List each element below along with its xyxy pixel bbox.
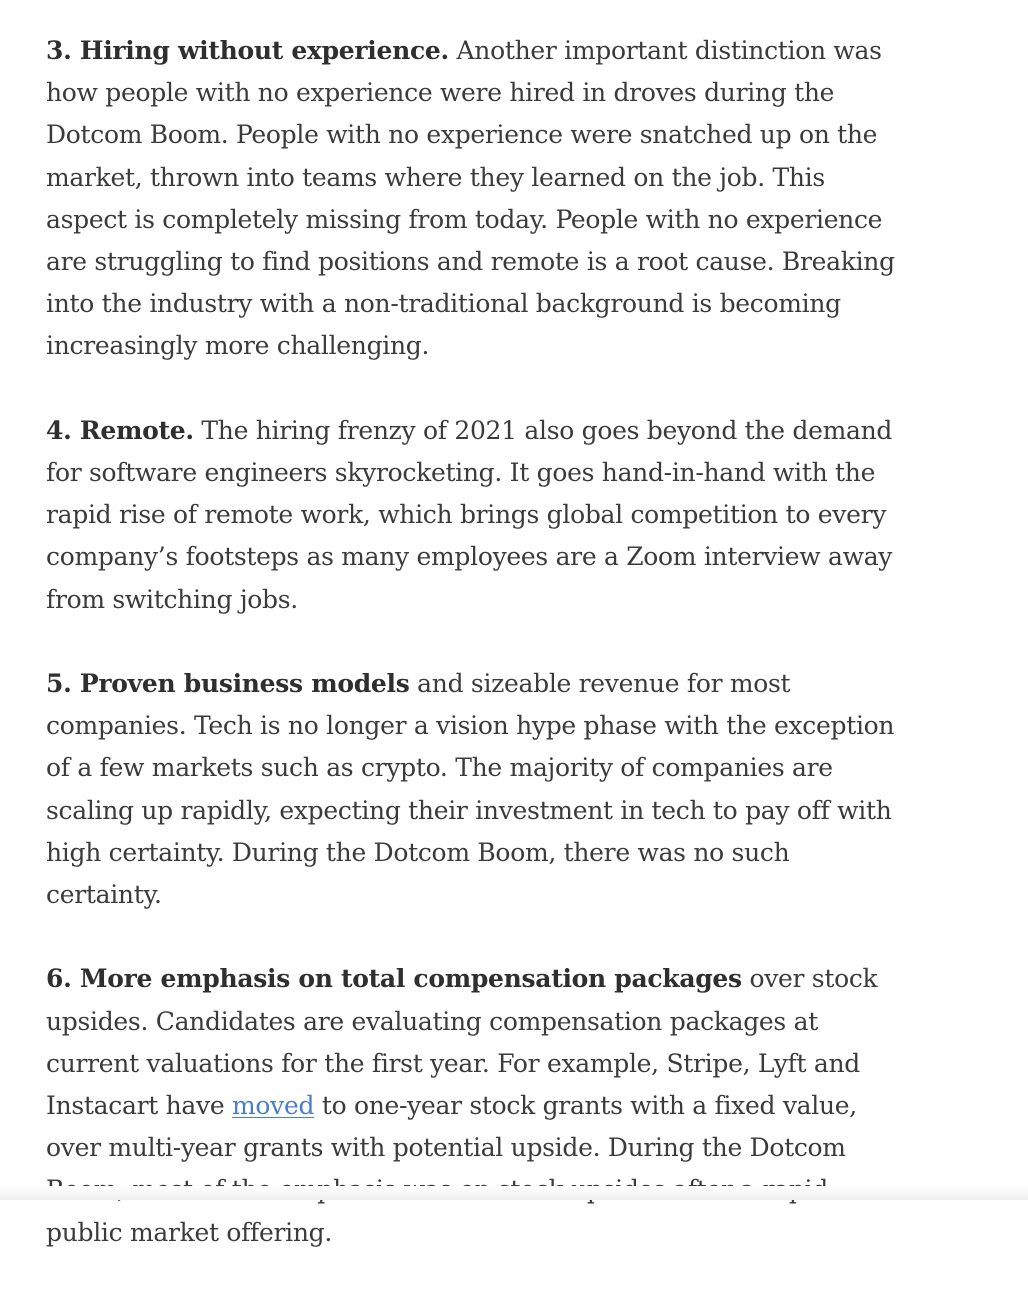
paragraph-hiring-without-experience bbox=[46, 30, 908, 368]
paragraph-heading: 5. Proven business models bbox=[46, 669, 410, 699]
paragraph-text: over stock upsides. Candidates are evaluating compensation packages at current valuations for the first year. For example, Stripe, Lyft and Instacart have bbox=[46, 964, 878, 1121]
moved-link[interactable]: moved bbox=[231, 1091, 315, 1121]
paragraph-text: The hiring frenzy of 2021 also goes beyond the demand for software engineers skyrocketing. It goes hand-in-hand with the rapid rise of remote work, which brings global competition to every company’s footsteps as many employees are a Zoom interview away from switching jobs. bbox=[46, 415, 893, 614]
paragraph-heading: 3. Hiring without experience. bbox=[46, 36, 449, 65]
paragraph-proven-business-models bbox=[46, 663, 908, 916]
paragraph-heading: 4. Remote. bbox=[46, 415, 194, 445]
paragraph-heading: 6. More emphasis on total compensation packages bbox=[46, 964, 742, 994]
article-body bbox=[46, 30, 908, 1296]
paragraph-text-continued: to one-year stock grants with a fixed value, over multi-year grants with potential upside. During the Dotcom public market offering. bbox=[46, 1091, 857, 1247]
paragraph-text: Another important distinction was how people with no experience were hired in droves during the Dotcom Boom. People with no experience were snatched up on the market, thrown into teams where they learned on the job. This aspect is completely missing from today. People with no experience are struggling to find positions and remote is a root cause. Breaking into the industry with a non-traditional background is becoming increasingly more challenging. bbox=[46, 36, 895, 361]
paragraph-total-compensation bbox=[46, 958, 908, 1253]
paragraph-text: and sizeable revenue for most companies. Tech is no longer a vision hype phase with the exception of a few markets such as crypto. The majority of companies are scaling up rapidly, expecting their investment in tech to pay off with high certainty. During the Dotcom Boom, there was no such certainty. bbox=[46, 669, 895, 910]
bottom-fade-divider bbox=[0, 1186, 1028, 1200]
paragraph-remote bbox=[46, 410, 908, 621]
